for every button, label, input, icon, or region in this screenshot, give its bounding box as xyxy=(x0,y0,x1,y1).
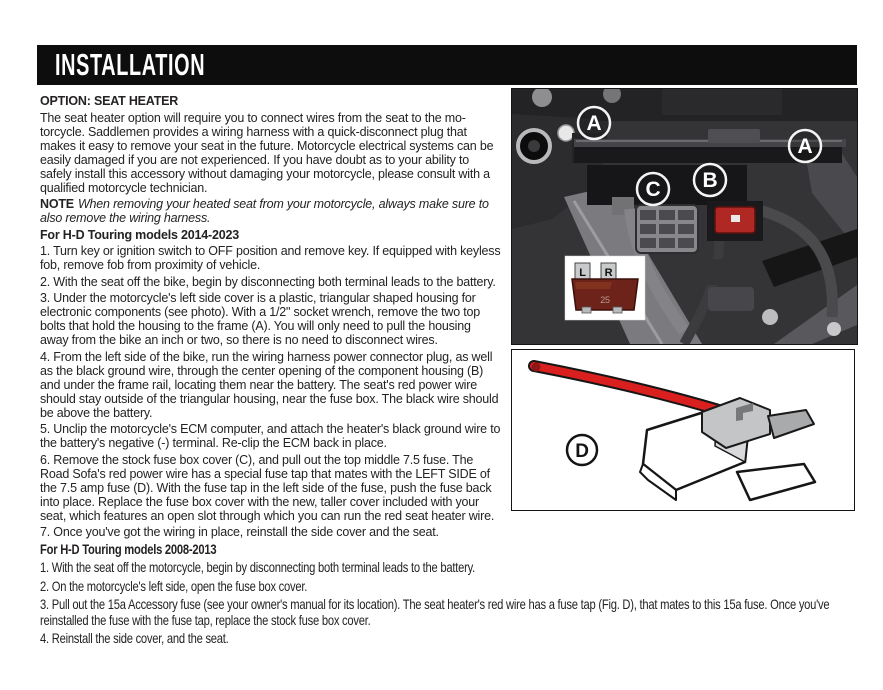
step-2008-2: 2. On the motorcycle's left side, open the fuse box cover. xyxy=(40,577,308,594)
fuse-left-label: L xyxy=(579,267,586,279)
lower-connector xyxy=(697,259,747,285)
option-heading: OPTION: SEAT HEATER xyxy=(40,94,179,108)
section-2014-2023-heading: For H-D Touring models 2014-2023 xyxy=(40,227,239,242)
intro-paragraph: The seat heater option will require you to connect wires from the seat to the mo-torcycle. Saddlemen provides a wiring harness with a quick-disconnect plug that makes it easy to remove your seat in the future. Motorcycle electrical systems can be easily damaged if you are not experienced. If you have doubt as to your ability to safely install this accessory without damaging your motorcycle, please consult with a qualified motorcycle technician. xyxy=(40,110,494,195)
fuse-cell xyxy=(659,224,675,234)
callout-c-letter: C xyxy=(645,178,661,201)
fuse-amperage: 25 xyxy=(600,295,610,305)
lower-connector-2 xyxy=(708,287,754,311)
section-2008-2013-heading: For H-D Touring models 2008-2013 xyxy=(40,540,217,557)
step-2014-7: 7. Once you've got the wiring in place, reinstall the side cover and the seat. xyxy=(40,525,439,539)
fuse-box xyxy=(636,205,698,253)
callout-a1-letter: A xyxy=(586,112,602,135)
fuse-cell xyxy=(678,210,694,220)
note-label: NOTE xyxy=(40,197,74,211)
fuse-contact xyxy=(582,307,591,313)
connector-latch xyxy=(731,215,740,222)
frame-bolt xyxy=(558,125,574,141)
fuse-inset xyxy=(565,256,645,320)
figure-column xyxy=(511,88,858,511)
fuse-cell xyxy=(640,224,656,234)
callout-a2 xyxy=(789,130,821,162)
section-2008-2013 xyxy=(40,542,858,647)
callout-d-letter: D xyxy=(575,441,589,462)
fuse-cell xyxy=(640,210,656,220)
fuse-cell xyxy=(659,238,675,248)
fuse-cell xyxy=(659,210,675,220)
step-2014-3: 3. Under the motorcycle's left side cover is a plastic, triangular shaped housing for electronic components (see photo). With a 1/2" socket wrench, remove the two top bolts that hold the housing to the frame (A). You will only need to pull the housing away from the bike an inch or two, so there is no need to disconnect wires. xyxy=(40,291,481,347)
step-2008-3: 3. Pull out the 15a Accessory fuse (see your owner's manual for its location). The seat heater's red wire has a fuse tap (Fig. D), that mates to this 15a fuse. Once you've reinstalled the fuse with the fuse tap, replace the stock fuse box cover. xyxy=(40,596,830,628)
engine-block xyxy=(662,89,782,115)
callout-a2-letter: A xyxy=(797,135,813,158)
callout-b xyxy=(694,164,726,196)
callout-b-letter: B xyxy=(702,169,718,192)
installation-header-bar xyxy=(37,45,857,85)
bolt xyxy=(762,309,778,325)
callout-c xyxy=(637,173,669,205)
component-housing-photo xyxy=(511,88,858,345)
step-2008-1: 1. With the seat off the motorcycle, begin by disconnecting both terminal leads to the battery. xyxy=(40,559,475,575)
diagram-illustration xyxy=(512,350,854,510)
page-title: INSTALLATION xyxy=(55,47,206,82)
step-2008-4: 4. Reinstall the side cover, and the seat. xyxy=(40,630,229,646)
fuse-tap-diagram xyxy=(511,349,855,511)
step-2014-6: 6. Remove the stock fuse box cover (C), and pull out the top middle 7.5 fuse. The Road Sofa's red power wire has a special fuse tap that mates with the LEFT SIDE of the 7.5 amp fuse (D). With the fuse tap in the left side of the fuse, push the fuse back into place. Replace the fuse box cover with the new, taller cover included with your seat, which features an open slot through which you can run the red seat heater wire. xyxy=(40,452,495,523)
step-2014-5: 5. Unclip the motorcycle's ECM computer, and attach the heater's black ground wire to the battery's negative (-) terminal. Re-clip the ECM back in place. xyxy=(40,422,501,450)
fuse-shine xyxy=(575,282,612,289)
rail-center-clip xyxy=(708,129,760,143)
shock-mount-center xyxy=(528,140,540,152)
fuse-cell xyxy=(640,238,656,248)
fuse-contact xyxy=(613,307,622,313)
bolt xyxy=(827,322,841,336)
step-2014-2: 2. With the seat off the bike, begin by disconnecting both terminal leads to the battery. xyxy=(40,274,496,289)
callout-d xyxy=(567,435,597,465)
fuse-cell xyxy=(678,224,694,234)
fuse-cell xyxy=(678,238,694,248)
content-area xyxy=(40,92,858,650)
photo-illustration xyxy=(512,89,857,344)
fuse-right-label: R xyxy=(604,267,613,279)
note-text: When removing your heated seat from your motorcycle, always make sure to also remove the wiring harness. xyxy=(40,197,489,225)
step-2014-4: 4. From the left side of the bike, run the wiring harness power connector plug, as well as the black ground wire, through the center opening of the component housing (B) and under the frame rail, locating them near the battery. The seat's red power wire should stay outside of the triangular housing, near the fuse box. The black wire should be above the battery. xyxy=(40,349,499,420)
wire-tip xyxy=(532,363,541,372)
step-2014-1: 1. Turn key or ignition switch to OFF position and remove key. If equipped with keyless fob, remove fob from proximity of vehicle. xyxy=(40,244,501,272)
callout-a1 xyxy=(578,107,610,139)
